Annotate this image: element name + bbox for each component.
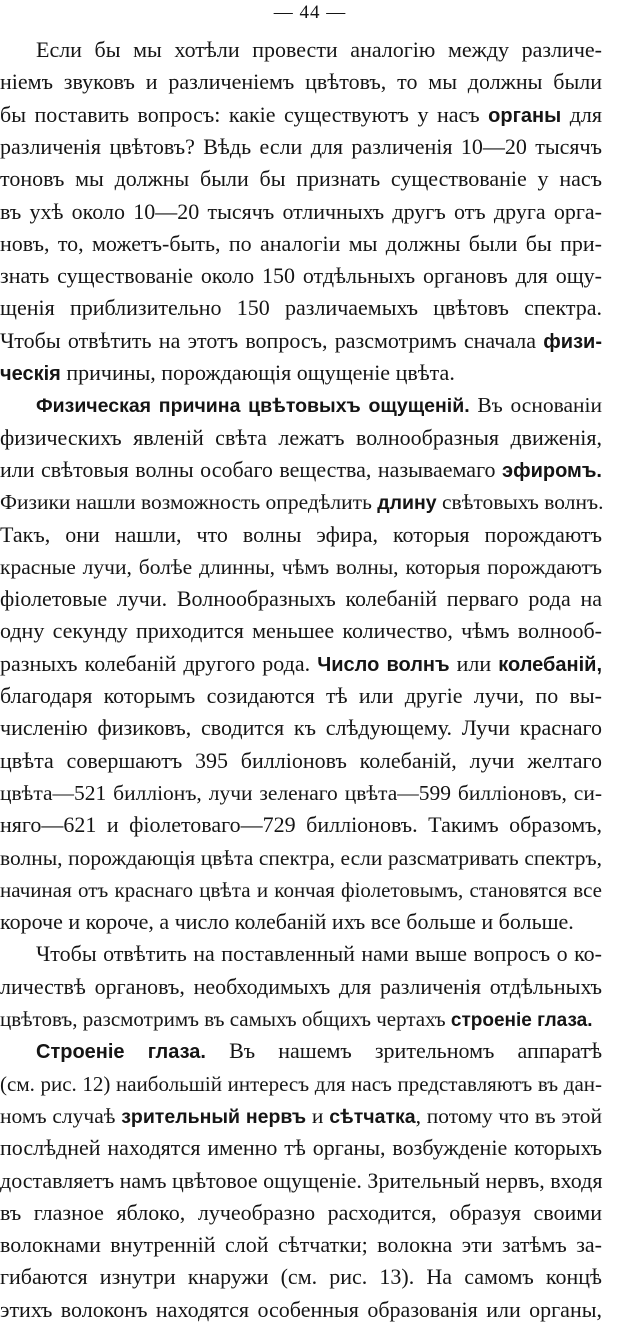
text-line	[0, 519, 602, 551]
text-line	[36, 938, 602, 970]
text-line	[0, 583, 602, 615]
text-segment: въ ухѣ около 10—20 тысячъ отличныхъ другъ отъ друга орга-	[0, 198, 602, 224]
text-segment: Физики нашли возможность опредѣлить	[0, 490, 378, 515]
text-line	[0, 325, 602, 357]
text-line	[0, 1068, 602, 1100]
text-line	[0, 1294, 602, 1326]
text-segment: личествѣ органовъ, необходимыхъ для различенія отдѣльныхъ	[0, 973, 602, 999]
text-segment: благодаря которымъ созидаются тѣ или другіе лучи, по вы-	[0, 683, 602, 708]
text-segment: въ глазное яблоко, лучеобразно расходится, образуя своими	[0, 1199, 602, 1225]
text-segment: Такъ, они нашли, что волны эфира, которыя порождаютъ	[0, 521, 602, 547]
text-segment: Чтобы отвѣтить на поставленный нами выше вопросъ о ко-	[36, 941, 602, 967]
text-line	[0, 648, 602, 680]
text-segment: няго—621 и фіолетоваго—729 билліоновъ. Такимъ образомъ,	[0, 812, 602, 838]
text-segment: короче и короче, а число колебаній ихъ все больше и больше.	[0, 909, 574, 935]
text-line	[36, 1035, 602, 1067]
text-segment: волокнами внутренній слой сѣтчатки; волокна эти затѣмъ за-	[0, 1232, 602, 1258]
text-line	[36, 389, 602, 421]
text-line	[0, 615, 602, 647]
text-segment: , потому что въ этой	[415, 1103, 602, 1128]
text-segment: щенія приблизительно 150 различаемыхъ цвѣтовъ спектра.	[0, 295, 602, 321]
text-line	[0, 99, 602, 131]
text-line	[0, 712, 602, 744]
text-line	[0, 777, 602, 809]
text-segment: цвѣтовъ, разсмотримъ въ самыхъ общихъ чертахъ	[0, 1007, 451, 1031]
text-line	[0, 906, 602, 938]
bold-term: сѣтчатка	[329, 1105, 416, 1128]
bold-term: Строеніе глаза.	[36, 1041, 206, 1064]
bold-term: органы	[488, 104, 562, 127]
bold-term: длину	[377, 492, 437, 515]
text-line	[0, 971, 602, 1003]
text-segment: тоновъ мы должны были бы признать существованіе у насъ	[0, 166, 602, 192]
text-segment: или	[449, 650, 499, 676]
text-line	[0, 1229, 602, 1261]
text-segment: одну секунду приходится меньшее количество, чѣмъ волнооб-	[0, 618, 602, 644]
text-segment: начиная отъ краснаго цвѣта и кончая фіолетовымъ, становятся все	[0, 877, 602, 902]
text-line	[0, 196, 602, 228]
text-line	[0, 745, 602, 777]
text-segment: и	[306, 1103, 330, 1128]
text-line	[0, 1003, 602, 1035]
text-segment: гибаются изнутри кнаружи (см. рис. 13). На самомъ концѣ	[0, 1264, 602, 1290]
bold-term: Число волнъ	[317, 653, 450, 676]
text-segment: для	[561, 101, 602, 127]
text-line	[0, 131, 602, 163]
bold-term: ческія	[0, 363, 61, 385]
bold-term: зрительный нервъ	[121, 1105, 307, 1128]
text-segment: Въ нашемъ зрительномъ аппаратѣ	[205, 1038, 603, 1064]
text-line	[36, 34, 602, 66]
text-line	[0, 422, 602, 454]
text-line	[0, 680, 602, 712]
bold-term: эфиромъ.	[502, 459, 602, 482]
text-line	[0, 163, 602, 195]
text-line	[0, 292, 602, 324]
text-segment: новъ, то, можетъ-быть, по аналогіи мы должны были бы при-	[0, 230, 602, 256]
text-line	[0, 228, 602, 260]
text-segment: численію физиковъ, сводится къ слѣдующему. Лучи краснаго	[0, 715, 602, 741]
bold-term: физи-	[543, 330, 602, 353]
text-line	[0, 1197, 602, 1229]
text-segment: Если бы мы хотѣли провести аналогію между различе-	[36, 37, 602, 62]
text-segment: фіолетовые лучи. Волнообразныхъ колебаній перваго рода на	[0, 586, 602, 612]
text-line	[0, 357, 602, 389]
text-segment: Въ основаніи	[469, 393, 602, 418]
text-segment: цвѣта—521 билліонъ, лучи зеленаго цвѣта—599 билліоновъ, си-	[0, 780, 602, 805]
text-segment: причины, порождающія ощущеніе цвѣта.	[60, 360, 455, 385]
text-segment: физическихъ явленій свѣта лежатъ волнообразныя движенія,	[0, 424, 602, 450]
text-line	[0, 1261, 602, 1293]
text-segment: бы поставить вопросъ: какіе существуютъ у насъ	[0, 101, 489, 127]
text-segment: знать существованіе около 150 отдѣльныхъ органовъ для ощу-	[0, 263, 602, 289]
bold-term: колебаній,	[498, 653, 602, 676]
bold-term: строеніе глаза.	[450, 1010, 593, 1031]
text-line	[0, 842, 602, 874]
text-segment: различенія цвѣтовъ? Вѣдь если для различенія 10—20 тысячъ	[0, 133, 602, 159]
text-segment: разныхъ колебаній другого рода.	[0, 650, 318, 676]
text-segment: послѣдней находятся именно тѣ органы, возбужденіе которыхъ	[0, 1135, 602, 1161]
text-segment: этихъ волоконъ находятся особенныя образованія или органы,	[0, 1296, 602, 1322]
text-segment: красные лучи, болѣе длинны, чѣмъ волны, которыя порождаютъ	[0, 554, 602, 579]
page-number: — 44 —	[273, 2, 347, 23]
text-line	[0, 66, 602, 98]
text-segment: свѣтовыхъ волнъ.	[436, 490, 604, 515]
text-segment: (см. рис. 12) наибольшій интересъ для насъ представляютъ въ дан-	[0, 1071, 602, 1096]
text-line	[0, 454, 602, 486]
text-segment: ніемъ звуковъ и различеніемъ цвѣтовъ, то мы должны были	[0, 69, 602, 95]
text-line	[0, 874, 602, 906]
text-line	[0, 1100, 602, 1132]
text-segment: волны, порождающія цвѣта спектра, если разсматривать спектръ,	[0, 845, 602, 870]
text-line	[0, 551, 602, 583]
text-line	[0, 260, 602, 292]
text-line	[0, 486, 602, 518]
text-segment: номъ случаѣ	[0, 1103, 122, 1128]
text-line	[0, 809, 602, 841]
bold-term: Физическая причина цвѣтовыхъ ощущеній.	[36, 395, 470, 418]
text-segment: цвѣта совершаютъ 395 билліоновъ колебаній, лучи желтаго	[0, 747, 602, 773]
text-segment: или свѣтовыя волны особаго вещества, называемаго	[0, 456, 503, 482]
text-segment: доставляетъ намъ цвѣтовое ощущеніе. Зрительный нервъ, входя	[0, 1167, 603, 1193]
text-line	[0, 1132, 602, 1164]
text-segment: Чтобы отвѣтить на этотъ вопросъ, разсмотримъ сначала	[0, 327, 544, 353]
